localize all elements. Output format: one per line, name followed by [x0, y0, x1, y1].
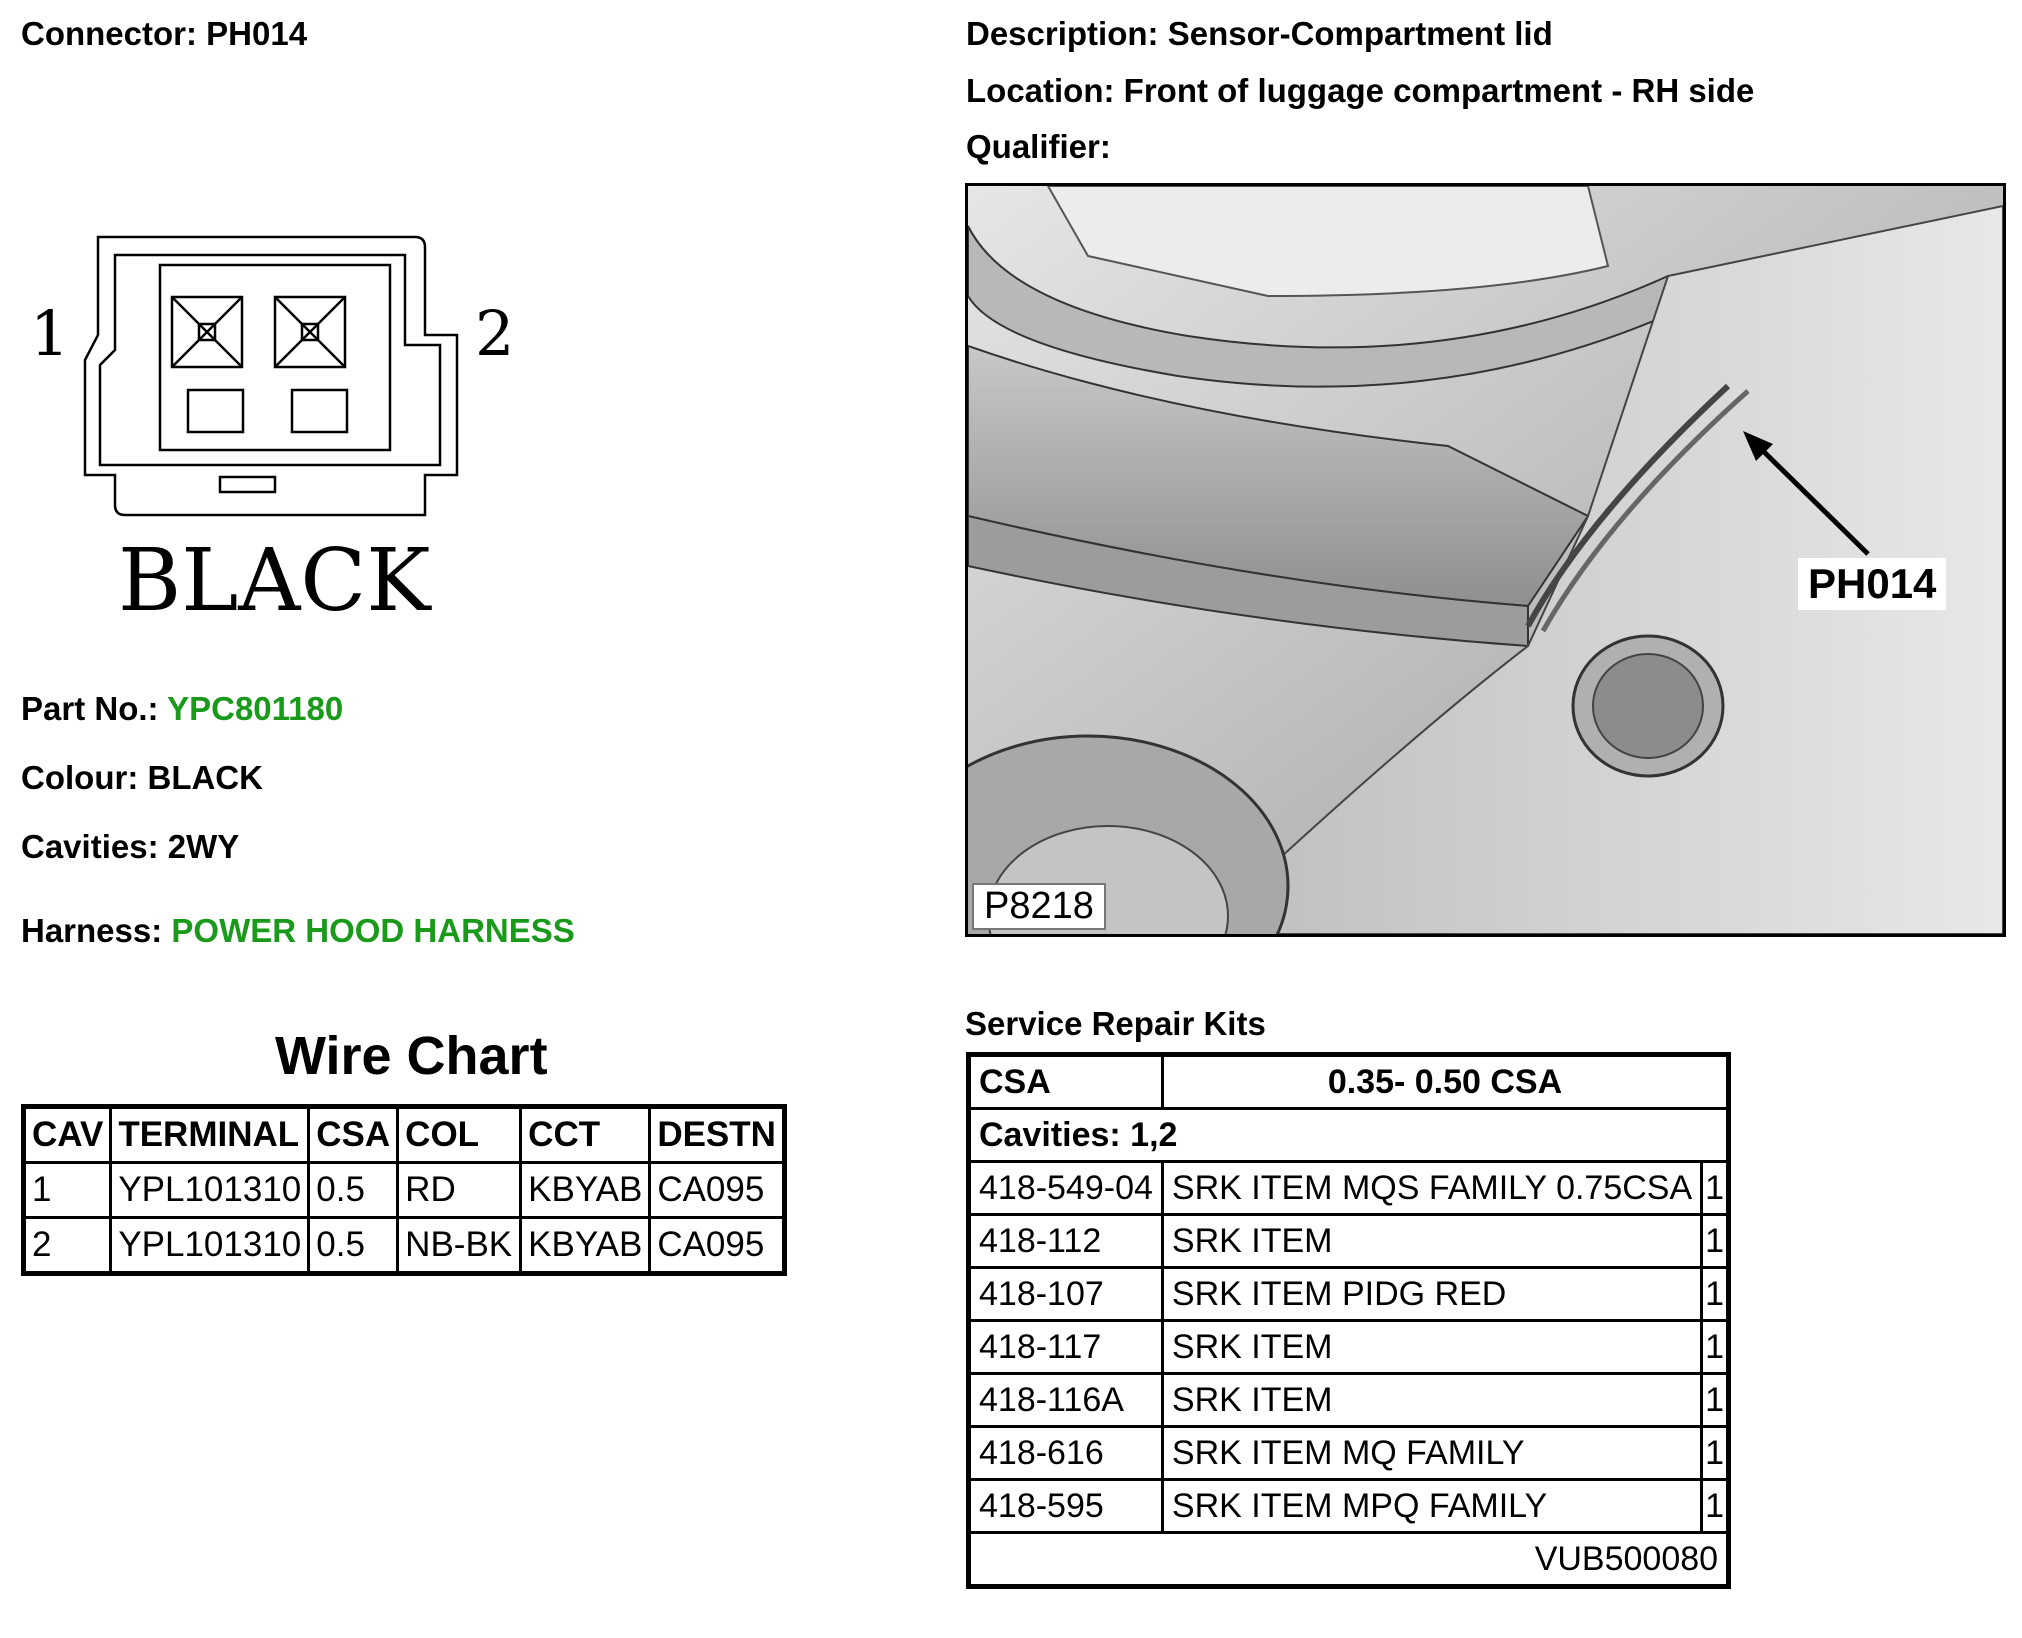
colour-value: BLACK	[147, 759, 263, 796]
photo-callout-label: PH014	[1798, 558, 1946, 610]
location-line	[966, 72, 1754, 110]
cell-col: NB-BK	[398, 1218, 521, 1274]
srk-item-code: 418-116A	[969, 1374, 1163, 1427]
srk-csa-row	[969, 1055, 1729, 1109]
cell-csa: 0.5	[309, 1218, 398, 1274]
housing-outline	[85, 237, 457, 515]
pin-label-1: 1	[30, 297, 70, 370]
cell-cav: 2	[24, 1218, 111, 1274]
cell-destn: CA095	[650, 1163, 785, 1218]
harness-label: Harness:	[21, 912, 163, 949]
srk-item-code: 418-595	[969, 1480, 1163, 1533]
header-cav: CAV	[24, 1107, 111, 1163]
lower-window-2	[292, 390, 347, 432]
cell-terminal: YPL101310	[111, 1163, 309, 1218]
srk-table	[966, 1052, 1731, 1589]
srk-item-row	[969, 1374, 1729, 1427]
srk-item-desc: SRK ITEM	[1162, 1321, 1701, 1374]
cell-col: RD	[398, 1163, 521, 1218]
srk-item-row	[969, 1162, 1729, 1215]
header-terminal: TERMINAL	[111, 1107, 309, 1163]
qualifier-line	[966, 128, 1111, 166]
cavities-line	[21, 828, 239, 866]
location-value: Front of luggage compartment - RH side	[1123, 72, 1755, 109]
wire-chart-table	[21, 1104, 787, 1276]
cavities-label: Cavities:	[21, 828, 159, 865]
srk-item-qty: 1	[1702, 1268, 1729, 1321]
srk-item-desc: SRK ITEM MPQ FAMILY	[1162, 1480, 1701, 1533]
description-line	[966, 15, 1553, 53]
srk-title: Service Repair Kits	[965, 1005, 1266, 1042]
connector-heading	[21, 15, 307, 53]
cell-terminal: YPL101310	[111, 1218, 309, 1274]
harness-line	[21, 912, 575, 950]
cell-cct: KBYAB	[521, 1218, 650, 1274]
srk-csa-label: CSA	[969, 1055, 1163, 1109]
srk-item-qty: 1	[1702, 1162, 1729, 1215]
srk-item-desc: SRK ITEM	[1162, 1374, 1701, 1427]
srk-item-qty: 1	[1702, 1480, 1729, 1533]
location-photo	[965, 183, 2006, 937]
colour-label: Colour:	[21, 759, 139, 796]
wire-chart-title: Wire Chart	[275, 1026, 548, 1086]
harness-link[interactable]: POWER HOOD HARNESS	[171, 912, 575, 949]
header-cct: CCT	[521, 1107, 650, 1163]
location-label: Location:	[966, 72, 1115, 109]
table-row	[24, 1163, 785, 1218]
latch-tab	[220, 477, 275, 492]
srk-item-row	[969, 1427, 1729, 1480]
cell-destn: CA095	[650, 1218, 785, 1274]
srk-item-qty: 1	[1702, 1321, 1729, 1374]
part-number-link[interactable]: YPC801180	[167, 690, 344, 727]
description-label: Description:	[966, 15, 1159, 52]
srk-item-row	[969, 1215, 1729, 1268]
srk-item-code: 418-107	[969, 1268, 1163, 1321]
srk-item-code: 418-549-04	[969, 1162, 1163, 1215]
srk-cavities-row	[969, 1109, 1729, 1162]
connector-colour-text: BLACK	[118, 531, 431, 631]
header-csa: CSA	[309, 1107, 398, 1163]
srk-item-qty: 1	[1702, 1374, 1729, 1427]
cell-cct: KBYAB	[521, 1163, 650, 1218]
connector-label: Connector:	[21, 15, 197, 52]
srk-item-desc: SRK ITEM	[1162, 1215, 1701, 1268]
wire-chart-header-row	[24, 1107, 785, 1163]
part-number-label: Part No.:	[21, 690, 159, 727]
cavities-value: 2WY	[167, 828, 240, 865]
description-value: Sensor-Compartment lid	[1167, 15, 1553, 52]
connector-id: PH014	[206, 15, 308, 52]
srk-item-desc: SRK ITEM PIDG RED	[1162, 1268, 1701, 1321]
connector-face-diagram	[20, 225, 540, 645]
part-number-line	[21, 690, 343, 728]
srk-footer-code: VUB500080	[969, 1533, 1729, 1587]
pin-label-2: 2	[475, 297, 515, 370]
srk-item-row	[969, 1480, 1729, 1533]
table-row	[24, 1218, 785, 1274]
header-col: COL	[398, 1107, 521, 1163]
srk-item-row	[969, 1321, 1729, 1374]
srk-item-code: 418-112	[969, 1215, 1163, 1268]
srk-item-desc: SRK ITEM MQS FAMILY 0.75CSA	[1162, 1162, 1701, 1215]
srk-item-code: 418-117	[969, 1321, 1163, 1374]
cell-csa: 0.5	[309, 1163, 398, 1218]
srk-item-qty: 1	[1702, 1427, 1729, 1480]
srk-item-qty: 1	[1702, 1215, 1729, 1268]
srk-item-row	[969, 1268, 1729, 1321]
header-destn: DESTN	[650, 1107, 785, 1163]
cell-cav: 1	[24, 1163, 111, 1218]
srk-csa-value: 0.35- 0.50 CSA	[1162, 1055, 1728, 1109]
srk-cavities: Cavities: 1,2	[969, 1109, 1729, 1162]
srk-item-code: 418-616	[969, 1427, 1163, 1480]
srk-item-desc: SRK ITEM MQ FAMILY	[1162, 1427, 1701, 1480]
lower-window-1	[188, 390, 243, 432]
qualifier-label: Qualifier:	[966, 128, 1111, 165]
photo-reference: P8218	[972, 883, 1106, 930]
srk-footer-row	[969, 1533, 1729, 1587]
colour-line	[21, 759, 263, 797]
